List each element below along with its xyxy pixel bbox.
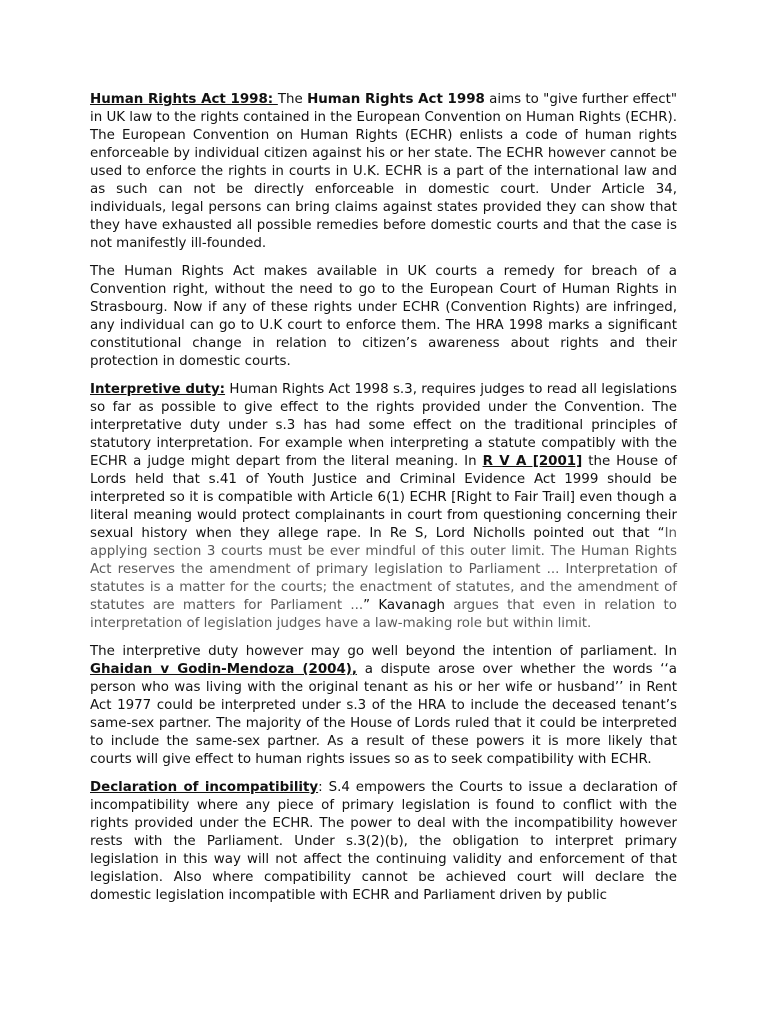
case-ghaidan: Ghaidan v Godin-Mendoza (2004), bbox=[90, 662, 357, 677]
heading-human-rights-act: Human Rights Act 1998: bbox=[90, 92, 278, 107]
text: ” Kavanagh bbox=[363, 598, 445, 613]
heading-declaration-of-incompatibility: Declaration of incompatibility bbox=[90, 780, 319, 795]
paragraph-ghaidan bbox=[90, 643, 677, 769]
text: : S.4 empowers the Courts to issue a declaration of incompatibility where any piece of primary legislation is found to conflict with the rights provided under the ECHR. The power to deal with the incompatibility however rests with the Parliament. Under s.3(2)(b), the obligation to interpret primary legislation in this way will not affect the continuing validity and enforcement of that legislation. Also where compatibility cannot be achieved court will declare the domestic legislation incompatible with ECHR and Parliament driven by public bbox=[90, 780, 677, 903]
quote-lord-nicholls: In applying section 3 courts must be ever mindful of this outer limit. The Human Rights Act reserves the amendment of primary legislation to Parliament ... Interpretation of statutes is a matter for the courts; the enactment of statutes, and the amendment of statutes are matters for Parliament ... bbox=[90, 526, 677, 613]
text: a dispute arose over whether the words ‘‘a person who was living with the original tenant as his or her wife or husband’’ in Rent Act 1977 could be interpreted under s.3 of the HRA to include the deceased tenant’s same-sex partner. The majority of the House of Lords ruled that it could be interpreted to include the same-sex partner. As a result of these powers it is more likely that courts will give effect to human rights issues so as to seek compatibility with ECHR. bbox=[90, 662, 677, 767]
case-r-v-a: R V A [2001] bbox=[482, 454, 583, 469]
paragraph-hra-remedy bbox=[90, 263, 677, 371]
paragraph-declaration bbox=[90, 779, 677, 905]
quote-kavanagh: argues that even in relation to interpretation of legislation judges have a law-making role but within limit. bbox=[90, 598, 677, 631]
text: The bbox=[277, 92, 308, 107]
text: aims to "give further effect" in UK law to the rights contained in the European Convention on Human Rights (ECHR). The European Convention on Human Rights (ECHR) enlists a code of human rights enforceable by individual citizen against his or her state. The ECHR however cannot be used to enforce the rights in courts in U.K. ECHR is a part of the international law and as such can not be directly enforceable in domestic court. Under Article 34, individuals, legal persons can bring claims against states provided they can show that they have exhausted all possible remedies before domestic courts and that the case is not manifestly ill-founded. bbox=[90, 92, 677, 251]
text: The Human Rights Act makes available in UK courts a remedy for breach of a Convention right, without the need to go to the European Court of Human Rights in Strasbourg. Now if any of these rights under ECHR (Convention Rights) are infringed, any individual can go to U.K court to enforce them. The HRA 1998 marks a significant constitutional change in relation to citizen’s awareness about rights and their protection in domestic courts. bbox=[90, 264, 677, 369]
heading-interpretive-duty: Interpretive duty: bbox=[90, 382, 226, 397]
text: the House of Lords held that s.41 of Youth Justice and Criminal Evidence Act 1999 should be interpreted so it is compatible with Article 6(1) ECHR [Right to Fair Trail] even though a literal meaning would protect complainants in court from questioning concerning their sexual history when they allege rape. In Re S, Lord Nicholls pointed out that “ bbox=[90, 454, 677, 541]
bold-act-name: Human Rights Act 1998 bbox=[307, 92, 485, 107]
paragraph-hra-intro bbox=[90, 91, 677, 253]
text: The interpretive duty however may go well beyond the intention of parliament. In bbox=[90, 644, 677, 659]
text: Human Rights Act 1998 s.3, requires judges to read all legislations so far as possible to give effect to the rights provided under the Convention. The interpretative duty under s.3 has had some effect on the traditional principles of statutory interpretation. For example when interpreting a statute compatibly with the ECHR a judge might depart from the literal meaning. In bbox=[90, 382, 677, 469]
paragraph-interpretive-duty bbox=[90, 381, 677, 633]
document-page bbox=[90, 91, 677, 915]
